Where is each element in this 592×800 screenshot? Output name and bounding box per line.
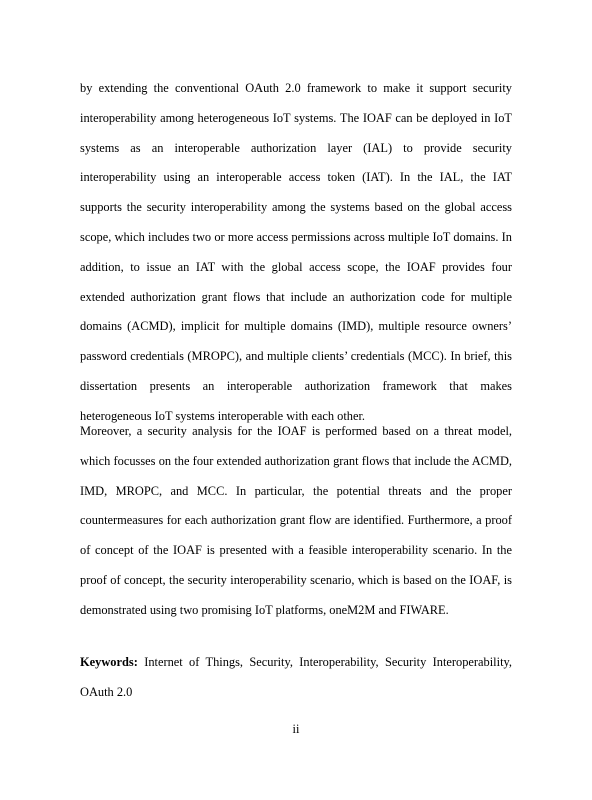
page-number: ii	[292, 722, 300, 736]
paragraph-line: which focusses on the four extended authorization grant flows that include the ACMD,	[80, 453, 512, 468]
keywords-line-continued: OAuth 2.0	[80, 684, 133, 699]
paragraph-line: countermeasures for each authorization grant flow are identified. Furthermore, a proof	[80, 513, 512, 528]
paragraph-line: extended authorization grant flows that include an authorization code for multiple	[80, 289, 512, 304]
paragraph-line: proof of concept, the security interoperability scenario, which is based on the IOAF, is	[80, 572, 512, 587]
paragraph-line: Moreover, a security analysis for the IOAF is performed based on a threat model,	[80, 424, 512, 438]
paragraph-line: scope, which includes two or more access permissions across multiple IoT domains. In	[80, 229, 512, 244]
paragraph-line: interoperability using an interoperable access token (IAT). In the IAL, the IAT	[80, 170, 512, 185]
paragraph-line: interoperability among heterogeneous IoT systems. The IOAF can be deployed in IoT	[80, 110, 512, 125]
keywords-section	[80, 648, 512, 708]
paragraph-line: systems as an interoperable authorization layer (IAL) to provide security	[80, 140, 512, 155]
paragraph-line: heterogeneous IoT systems interoperable with each other.	[80, 408, 366, 423]
paragraph-line: demonstrated using two promising IoT platforms, oneM2M and FIWARE.	[80, 602, 449, 617]
paragraph-line: addition, to issue an IAT with the global access scope, the IOAF provides four	[80, 259, 512, 274]
paragraph-line: of concept of the IOAF is presented with a feasible interoperability scenario. In the	[80, 543, 512, 558]
paragraph-line: password credentials (MROPC), and multiple clients’ credentials (MCC). In brief, this	[80, 349, 512, 364]
paragraph-line: domains (ACMD), implicit for multiple domains (IMD), multiple resource owners’	[80, 319, 512, 334]
abstract-paragraph-2	[80, 417, 512, 626]
paragraph-line: dissertation presents an interoperable authorization framework that makes	[80, 378, 512, 393]
paragraph-line: by extending the conventional OAuth 2.0 framework to make it support security	[80, 81, 512, 95]
keywords-line	[80, 648, 512, 678]
keywords-label: Keywords:	[80, 655, 138, 669]
paragraph-line: IMD, MROPC, and MCC. In particular, the potential threats and the proper	[80, 483, 512, 498]
abstract-paragraph-1	[80, 74, 512, 432]
keywords-list: Internet of Things, Security, Interoperability, Security Interoperability,	[144, 655, 512, 669]
paragraph-line: supports the security interoperability among the systems based on the global access	[80, 200, 512, 215]
